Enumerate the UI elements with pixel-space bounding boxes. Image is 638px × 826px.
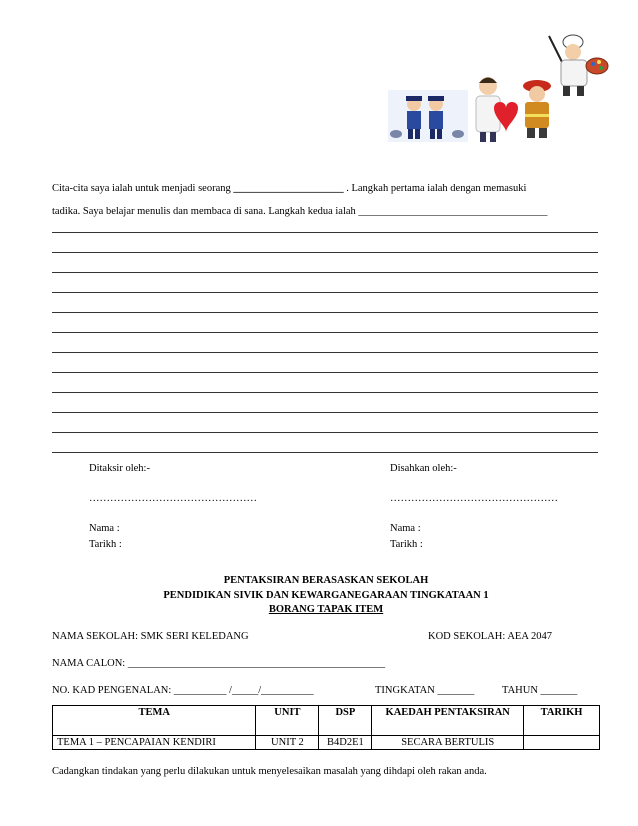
instruction-text: Cadangkan tindakan yang perlu dilakukan untuk menyelesaikan masalah yang dihdapi oleh rakan anda.: [52, 766, 487, 777]
candidate-name-field[interactable]: NAMA CALON: _________________________________________________: [52, 658, 386, 669]
cell-kaedah: SECARA BERTULIS: [372, 736, 524, 750]
ic-number-field[interactable]: NO. KAD PENGENALAN: __________ /_____/__________: [52, 685, 314, 696]
writing-line[interactable]: [52, 312, 598, 313]
writing-line[interactable]: [52, 272, 598, 273]
approver-name[interactable]: Nama :: [390, 523, 421, 534]
cell-dsp: B4D2E1: [319, 736, 372, 750]
header-kaedah: KAEDAH PENTAKSIRAN: [372, 706, 524, 736]
cell-tarikh[interactable]: [524, 736, 600, 750]
form-level-field[interactable]: TINGKATAN _______: [375, 685, 475, 696]
assessed-by-signature[interactable]: …………………………………………: [89, 493, 257, 504]
writing-line[interactable]: [52, 392, 598, 393]
item-table: [52, 705, 600, 750]
writing-line[interactable]: [52, 292, 598, 293]
writing-line[interactable]: [52, 332, 598, 333]
cell-tema: TEMA 1 – PENCAPAIAN KENDIRI: [53, 736, 256, 750]
header-unit: UNIT: [256, 706, 319, 736]
heading-line-3: BORANG TAPAK ITEM: [268, 604, 384, 615]
intro-line-1: [52, 183, 604, 194]
intro-line-1-prefix: Cita-cita saya ialah untuk menjadi seorang: [52, 183, 234, 194]
assessed-by-label: Ditaksir oleh:-: [89, 463, 150, 474]
career-blank[interactable]: _____________________: [233, 183, 344, 194]
header-tarikh: TARIKH: [524, 706, 600, 736]
school-code-field: KOD SEKOLAH: AEA 2047: [428, 631, 552, 642]
school-name-field: NAMA SEKOLAH: SMK SERI KELEDANG: [52, 631, 249, 642]
header-tema: TEMA: [53, 706, 256, 736]
writing-line[interactable]: [52, 252, 598, 253]
approved-by-signature[interactable]: …………………………………………: [390, 493, 558, 504]
writing-line[interactable]: [52, 352, 598, 353]
cell-unit: UNIT 2: [256, 736, 319, 750]
writing-line[interactable]: [52, 412, 598, 413]
writing-line[interactable]: [52, 372, 598, 373]
chef-painter-illustration: [545, 32, 610, 98]
header-dsp: DSP: [319, 706, 372, 736]
approver-date[interactable]: Tarikh :: [390, 539, 423, 550]
intro-line-1-suffix: . Langkah pertama ialah dengan memasuki: [343, 183, 527, 194]
writing-line[interactable]: [52, 232, 598, 233]
writing-line[interactable]: [52, 432, 598, 433]
year-field[interactable]: TAHUN _______: [502, 685, 578, 696]
heading-line-2: PENDIDIKAN SIVIK DAN KEWARGANEGARAAN TINGKATAAN 1: [163, 590, 489, 601]
assessor-date[interactable]: Tarikh :: [89, 539, 122, 550]
table-header-row: [53, 706, 600, 736]
writing-line[interactable]: [52, 452, 598, 453]
approved-by-label: Disahkan oleh:-: [390, 463, 457, 474]
assessor-name[interactable]: Nama :: [89, 523, 120, 534]
intro-line-2[interactable]: tadika. Saya belajar menulis dan membaca di sana. Langkah kedua ialah ____________________________________: [52, 206, 548, 217]
doctor-heart-illustration: [466, 74, 518, 144]
heading-line-1: PENTAKSIRAN BERASASKAN SEKOLAH: [223, 575, 429, 586]
police-illustration: [388, 90, 468, 142]
table-row: [53, 736, 600, 750]
